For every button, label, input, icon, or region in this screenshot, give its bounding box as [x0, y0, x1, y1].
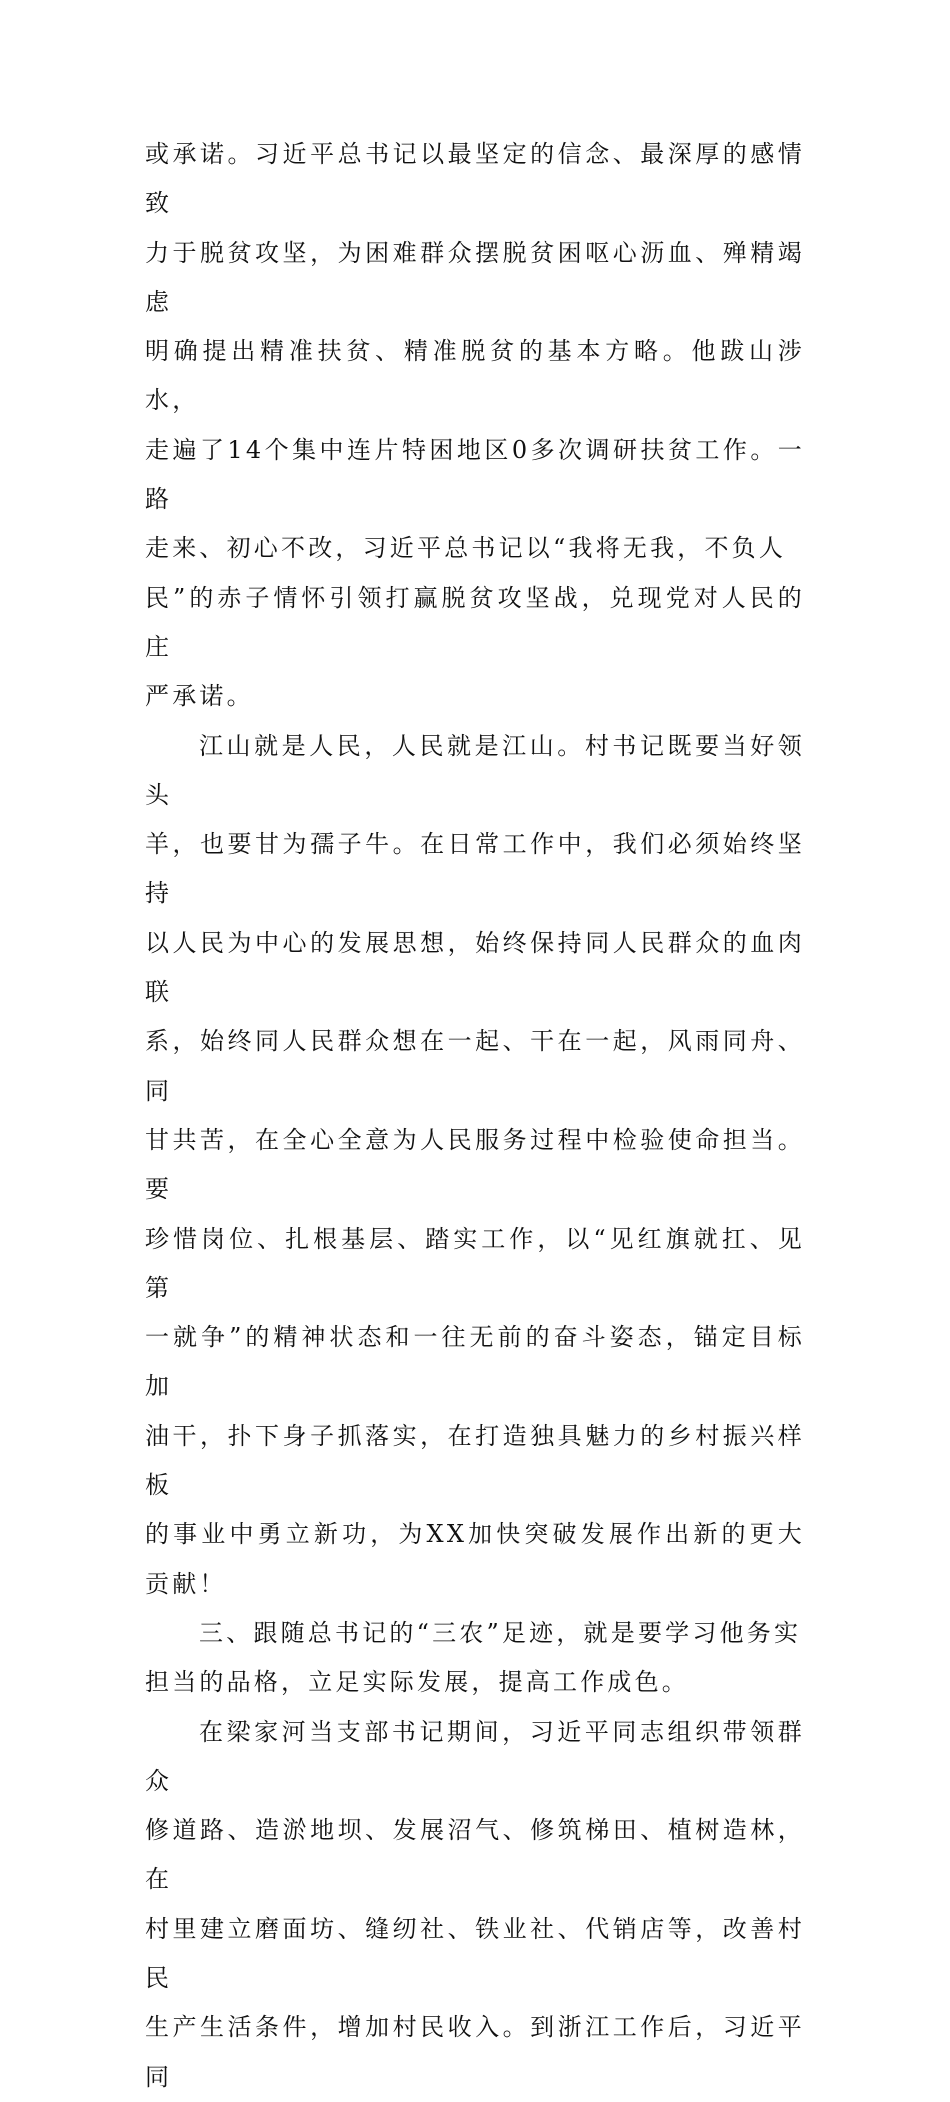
paragraph-liangjiahe [145, 1708, 805, 2102]
paragraph-poverty-alleviation [145, 130, 805, 722]
text-line: 走来、初心不改，习近平总书记以“我将无我，不负人 [145, 534, 787, 563]
paragraph-section-three-heading [145, 1609, 805, 1708]
text-line: 生产生活条件，增加村民收入。到浙江工作后，习近平同 [145, 2013, 805, 2091]
text-line: 油干，扑下身子抓落实，在打造独具魅力的乡村振兴样板 [145, 1421, 805, 1500]
text-line: 村里建立磨面坊、缝纫社、铁业社、代销店等，改善村民 [145, 1914, 805, 1992]
text-line: 力于脱贫攻坚，为困难群众摆脱贫困呕心沥血、殚精竭虑 [145, 238, 805, 316]
text-line: 以人民为中心的发展思想，始终保持同人民群众的血肉联 [145, 928, 805, 1007]
text-line: 走遍了14个集中连片特困地区0多次调研扶贫工作。一路 [145, 435, 805, 514]
text-line: 甘共苦，在全心全意为人民服务过程中检验使命担当。要 [145, 1125, 805, 1204]
text-line: 明确提出精准扶贫、精准脱贫的基本方略。他跋山涉水， [145, 337, 805, 415]
text-line: 或承诺。习近平总书记以最坚定的信念、最深厚的感情致 [145, 140, 805, 218]
text-line: 一就争”的精神状态和一往无前的奋斗姿态，锚定目标加 [145, 1323, 805, 1401]
text-line: 羊，也要甘为孺子牛。在日常工作中，我们必须始终坚持 [145, 830, 805, 908]
text-line: 珍惜岗位、扎根基层、踏实工作，以“见红旗就扛、见第 [145, 1224, 805, 1302]
body-text [145, 130, 805, 2102]
text-line: 系，始终同人民群众想在一起、干在一起，风雨同舟、同 [145, 1027, 805, 1105]
text-line: 三、跟随总书记的“三农”足迹，就是要学习他务实 [199, 1618, 802, 1647]
text-line: 担当的品格，立足实际发展，提高工作成色。 [145, 1668, 689, 1697]
paragraph-people-centered [145, 722, 805, 1609]
text-line: 修道路、造淤地坝、发展沼气、修筑梯田、植树造林，在 [145, 1816, 805, 1894]
text-line: 民”的赤子情怀引领打赢脱贫攻坚战，兑现党对人民的庄 [145, 583, 805, 661]
text-line: 的事业中勇立新功，为XX加快突破发展作出新的更大贡献！ [145, 1520, 805, 1598]
text-line: 在梁家河当支部书记期间，习近平同志组织带领群众 [145, 1717, 805, 1795]
text-line: 江山就是人民，人民就是江山。村书记既要当好领头 [145, 731, 805, 809]
text-line: 严承诺。 [145, 682, 254, 711]
